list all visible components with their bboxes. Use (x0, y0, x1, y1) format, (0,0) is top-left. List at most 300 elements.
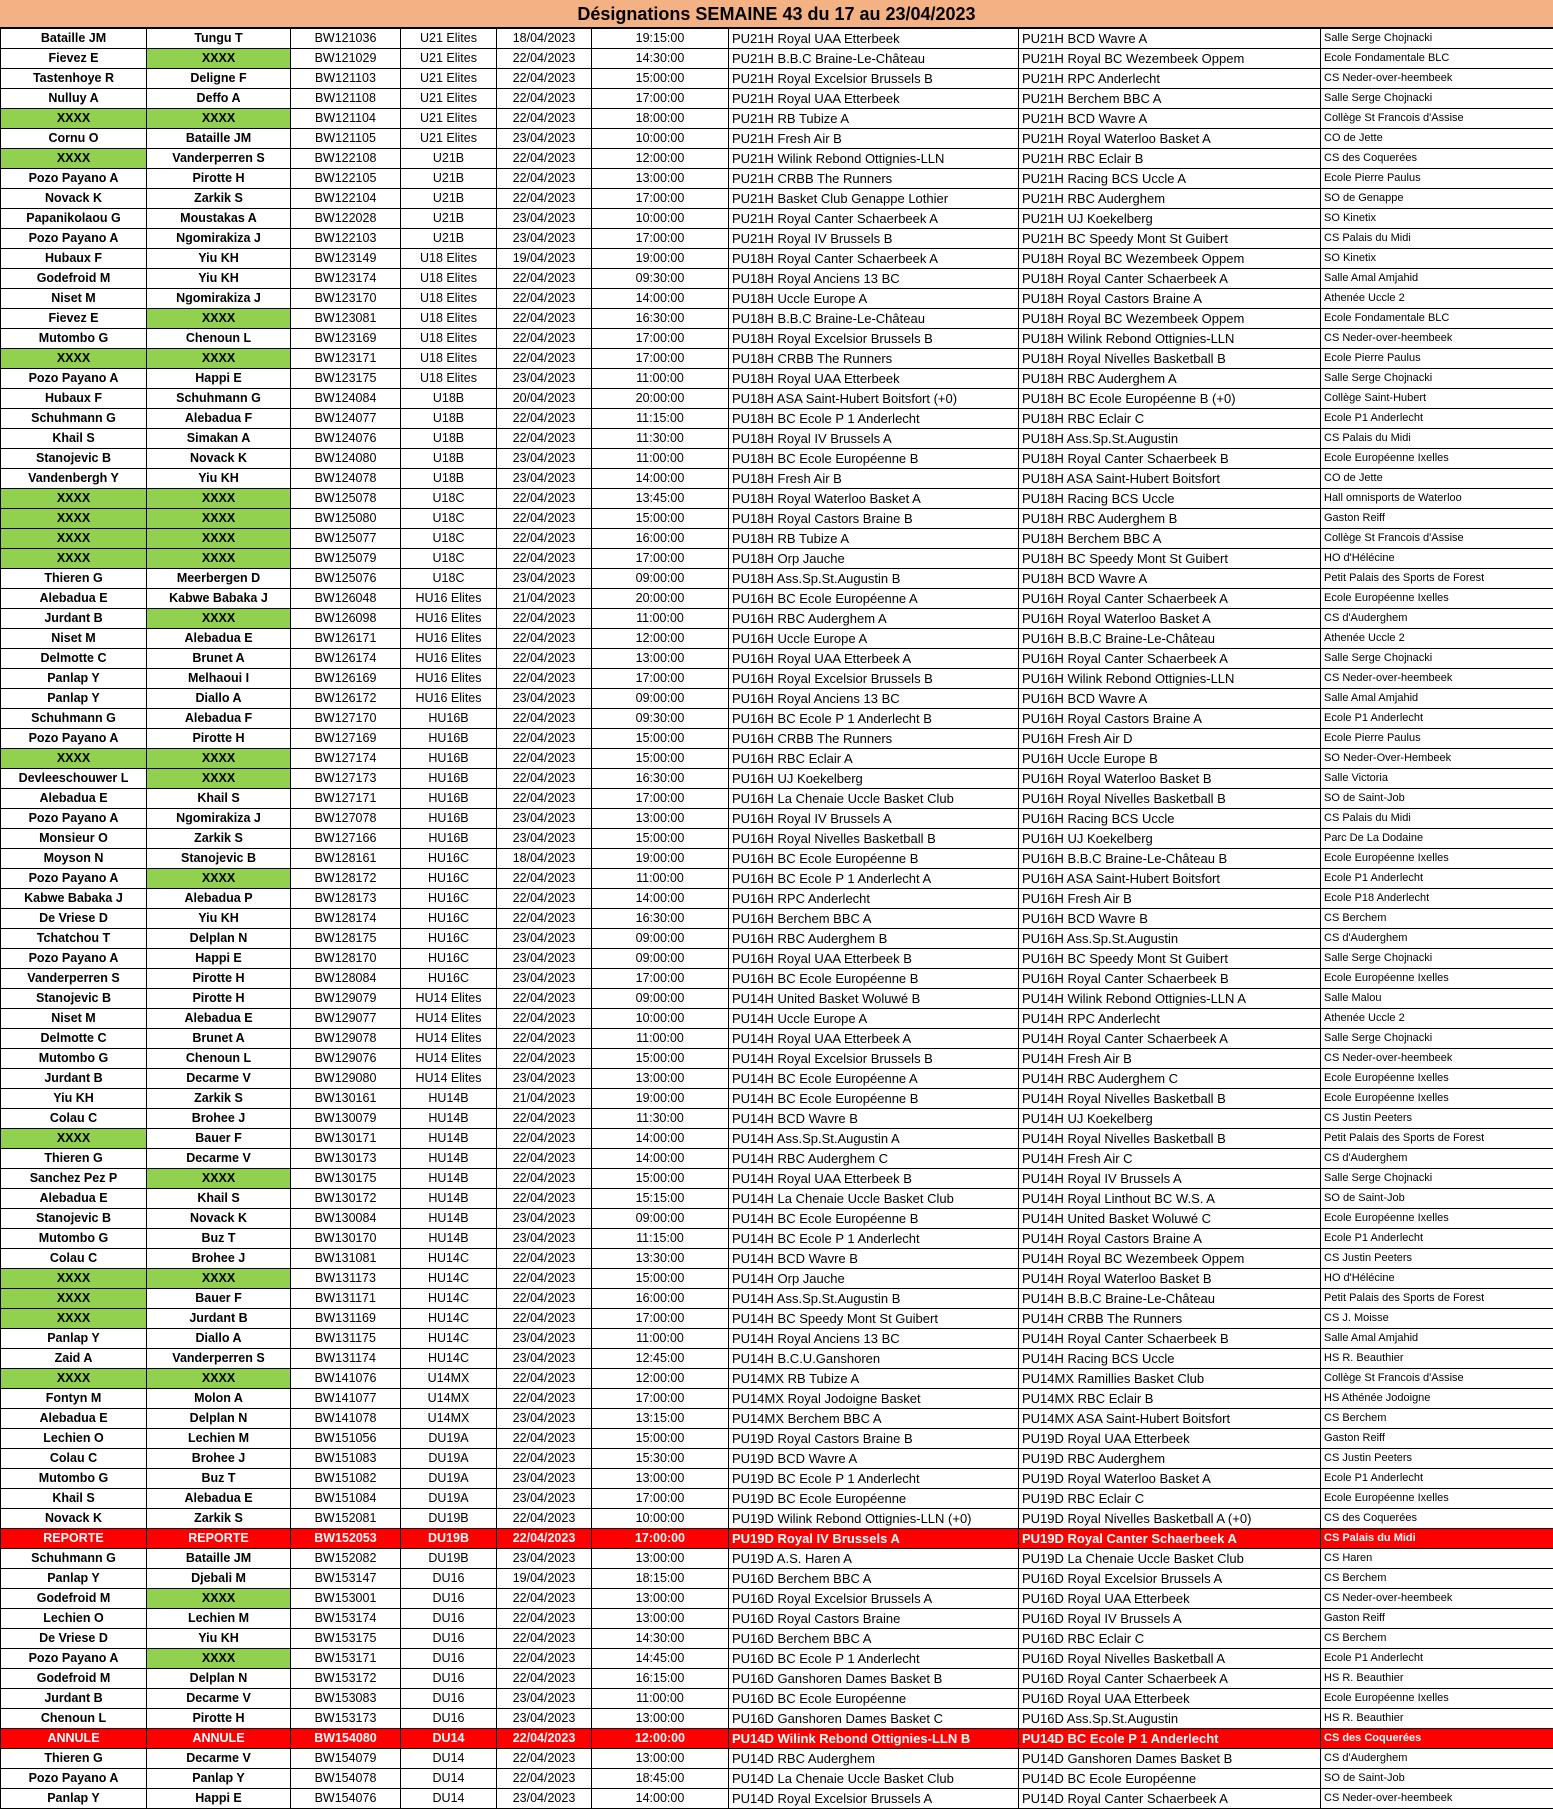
table-row (1, 1209, 1553, 1229)
match-code-cell: BW122028 (291, 209, 401, 229)
category-cell: U18 Elites (401, 289, 497, 309)
table-row (1, 1309, 1553, 1329)
away-team-cell: PU14H Royal BC Wezembeek Oppem (1019, 1249, 1321, 1269)
venue-cell: Petit Palais des Sports de Forest (1321, 1289, 1553, 1309)
away-team-cell: PU14MX Ramillies Basket Club (1019, 1369, 1321, 1389)
referee-2-cell: Brohee J (147, 1249, 291, 1269)
category-cell: U21B (401, 149, 497, 169)
referee-2-cell: Vanderperren S (147, 1349, 291, 1369)
away-team-cell: PU16H Royal Nivelles Basketball B (1019, 789, 1321, 809)
time-cell: 19:00:00 (592, 1089, 729, 1109)
time-cell: 15:00:00 (592, 1269, 729, 1289)
venue-cell: CS des Coquerées (1321, 149, 1553, 169)
away-team-cell: PU18H Royal BC Wezembeek Oppem (1019, 249, 1321, 269)
home-team-cell: PU16D BC Ecole Européenne (729, 1689, 1019, 1709)
date-cell: 19/04/2023 (497, 1569, 592, 1589)
away-team-cell: PU16D Ass.Sp.St.Augustin (1019, 1709, 1321, 1729)
referee-1-cell: Schuhmann G (1, 409, 147, 429)
away-team-cell: PU14D Ganshoren Dames Basket B (1019, 1749, 1321, 1769)
time-cell: 16:00:00 (592, 1289, 729, 1309)
home-team-cell: PU16D Ganshoren Dames Basket C (729, 1709, 1019, 1729)
category-cell: U21 Elites (401, 29, 497, 49)
time-cell: 14:00:00 (592, 1789, 729, 1809)
home-team-cell: PU19D Royal IV Brussels A (729, 1529, 1019, 1549)
table-row (1, 989, 1553, 1009)
referee-2-cell: XXXX (147, 549, 291, 569)
venue-cell: CS d'Auderghem (1321, 609, 1553, 629)
home-team-cell: PU18H Uccle Europe A (729, 289, 1019, 309)
table-row (1, 969, 1553, 989)
date-cell: 22/04/2023 (497, 1149, 592, 1169)
referee-1-cell: XXXX (1, 1129, 147, 1149)
venue-cell: CO de Jette (1321, 129, 1553, 149)
category-cell: DU16 (401, 1669, 497, 1689)
category-cell: U18 Elites (401, 269, 497, 289)
home-team-cell: PU14H Uccle Europe A (729, 1009, 1019, 1029)
venue-cell: HO d'Hélécine (1321, 549, 1553, 569)
category-cell: HU14C (401, 1349, 497, 1369)
referee-2-cell: Pirotte H (147, 989, 291, 1009)
time-cell: 09:00:00 (592, 689, 729, 709)
date-cell: 22/04/2023 (497, 1609, 592, 1629)
date-cell: 22/04/2023 (497, 269, 592, 289)
category-cell: HU14 Elites (401, 1029, 497, 1049)
time-cell: 15:00:00 (592, 1429, 729, 1449)
category-cell: U21 Elites (401, 69, 497, 89)
away-team-cell: PU18H Royal Castors Braine A (1019, 289, 1321, 309)
time-cell: 19:00:00 (592, 849, 729, 869)
venue-cell: Petit Palais des Sports de Forest (1321, 569, 1553, 589)
date-cell: 22/04/2023 (497, 789, 592, 809)
date-cell: 22/04/2023 (497, 509, 592, 529)
referee-1-cell: Vanderperren S (1, 969, 147, 989)
category-cell: DU19B (401, 1529, 497, 1549)
date-cell: 22/04/2023 (497, 1009, 592, 1029)
venue-cell: Athenée Uccle 2 (1321, 1009, 1553, 1029)
date-cell: 18/04/2023 (497, 29, 592, 49)
category-cell: HU16 Elites (401, 589, 497, 609)
venue-cell: Salle Serge Chojnacki (1321, 89, 1553, 109)
venue-cell: CS Justin Peeters (1321, 1109, 1553, 1129)
away-team-cell: PU16H Royal Canter Schaerbeek B (1019, 969, 1321, 989)
referee-2-cell: Happi E (147, 949, 291, 969)
table-row (1, 889, 1553, 909)
match-code-cell: BW128173 (291, 889, 401, 909)
date-cell: 23/04/2023 (497, 1689, 592, 1709)
time-cell: 13:00:00 (592, 1549, 729, 1569)
referee-1-cell: Pozo Payano A (1, 1649, 147, 1669)
referee-1-cell: XXXX (1, 1289, 147, 1309)
referee-1-cell: Alebadua E (1, 1189, 147, 1209)
table-row (1, 1449, 1553, 1469)
home-team-cell: PU14H BC Ecole Européenne B (729, 1209, 1019, 1229)
home-team-cell: PU14H B.C.U.Ganshoren (729, 1349, 1019, 1369)
venue-cell: Ecole Fondamentale BLC (1321, 49, 1553, 69)
match-code-cell: BW122103 (291, 229, 401, 249)
referee-1-cell: Schuhmann G (1, 709, 147, 729)
referee-1-cell: Thieren G (1, 1749, 147, 1769)
time-cell: 17:00:00 (592, 549, 729, 569)
time-cell: 09:00:00 (592, 1209, 729, 1229)
referee-1-cell: Niset M (1, 1009, 147, 1029)
table-row (1, 29, 1553, 49)
table-row (1, 1329, 1553, 1349)
referee-1-cell: De Vriese D (1, 909, 147, 929)
referee-2-cell: Buz T (147, 1469, 291, 1489)
table-row (1, 1549, 1553, 1569)
date-cell: 22/04/2023 (497, 729, 592, 749)
referee-1-cell: Panlap Y (1, 1329, 147, 1349)
venue-cell: Salle Serge Chojnacki (1321, 1029, 1553, 1049)
category-cell: HU16B (401, 769, 497, 789)
away-team-cell: PU16D Royal Canter Schaerbeek A (1019, 1669, 1321, 1689)
away-team-cell: PU18H Ass.Sp.St.Augustin (1019, 429, 1321, 449)
home-team-cell: PU19D BC Ecole Européenne (729, 1489, 1019, 1509)
time-cell: 15:00:00 (592, 749, 729, 769)
table-row (1, 1669, 1553, 1689)
venue-cell: Ecole Européenne Ixelles (1321, 1069, 1553, 1089)
referee-2-cell: Decarme V (147, 1689, 291, 1709)
match-code-cell: BW131169 (291, 1309, 401, 1329)
category-cell: HU16B (401, 749, 497, 769)
home-team-cell: PU16H Royal IV Brussels A (729, 809, 1019, 829)
referee-1-cell: Jurdant B (1, 609, 147, 629)
home-team-cell: PU21H Basket Club Genappe Lothier (729, 189, 1019, 209)
date-cell: 22/04/2023 (497, 409, 592, 429)
home-team-cell: PU14H BC Speedy Mont St Guibert (729, 1309, 1019, 1329)
away-team-cell: PU14H Fresh Air B (1019, 1049, 1321, 1069)
home-team-cell: PU18H Orp Jauche (729, 549, 1019, 569)
match-code-cell: BW153173 (291, 1709, 401, 1729)
table-row (1, 109, 1553, 129)
date-cell: 22/04/2023 (497, 289, 592, 309)
away-team-cell: PU18H Royal Nivelles Basketball B (1019, 349, 1321, 369)
away-team-cell: PU14H Fresh Air C (1019, 1149, 1321, 1169)
referee-1-cell: Lechien O (1, 1429, 147, 1449)
date-cell: 22/04/2023 (497, 649, 592, 669)
away-team-cell: PU16D Royal UAA Etterbeek (1019, 1689, 1321, 1709)
time-cell: 11:15:00 (592, 1229, 729, 1249)
match-code-cell: BW128084 (291, 969, 401, 989)
away-team-cell: PU14H Royal IV Brussels A (1019, 1169, 1321, 1189)
venue-cell: SO de Saint-Job (1321, 789, 1553, 809)
match-code-cell: BW152053 (291, 1529, 401, 1549)
time-cell: 09:00:00 (592, 929, 729, 949)
table-row (1, 69, 1553, 89)
date-cell: 22/04/2023 (497, 1109, 592, 1129)
table-row (1, 469, 1553, 489)
referee-1-cell: Delmotte C (1, 649, 147, 669)
referee-1-cell: XXXX (1, 1269, 147, 1289)
away-team-cell: PU21H BCD Wavre A (1019, 29, 1321, 49)
category-cell: U18B (401, 429, 497, 449)
match-code-cell: BW130084 (291, 1209, 401, 1229)
category-cell: HU14B (401, 1189, 497, 1209)
home-team-cell: PU18H Fresh Air B (729, 469, 1019, 489)
referee-1-cell: Pozo Payano A (1, 229, 147, 249)
category-cell: DU19A (401, 1429, 497, 1449)
referee-2-cell: XXXX (147, 1169, 291, 1189)
time-cell: 11:00:00 (592, 369, 729, 389)
table-row (1, 1089, 1553, 1109)
category-cell: HU14B (401, 1229, 497, 1249)
match-code-cell: BW127170 (291, 709, 401, 729)
time-cell: 14:00:00 (592, 889, 729, 909)
match-code-cell: BW130161 (291, 1089, 401, 1109)
referee-1-cell: Stanojevic B (1, 449, 147, 469)
table-row (1, 729, 1553, 749)
referee-2-cell: Meerbergen D (147, 569, 291, 589)
away-team-cell: PU14D Royal Canter Schaerbeek A (1019, 1789, 1321, 1809)
time-cell: 14:00:00 (592, 469, 729, 489)
away-team-cell: PU21H Royal Waterloo Basket A (1019, 129, 1321, 149)
referee-2-cell: Alebadua E (147, 1009, 291, 1029)
match-code-cell: BW151084 (291, 1489, 401, 1509)
home-team-cell: PU16H BC Ecole P 1 Anderlecht B (729, 709, 1019, 729)
venue-cell: CS Haren (1321, 1549, 1553, 1569)
venue-cell: Collège St Francois d'Assise (1321, 109, 1553, 129)
home-team-cell: PU14H RBC Auderghem C (729, 1149, 1019, 1169)
venue-cell: CS d'Auderghem (1321, 1749, 1553, 1769)
time-cell: 15:00:00 (592, 1169, 729, 1189)
home-team-cell: PU19D BCD Wavre A (729, 1449, 1019, 1469)
away-team-cell: PU19D RBC Eclair C (1019, 1489, 1321, 1509)
category-cell: HU14 Elites (401, 1049, 497, 1069)
match-code-cell: BW124084 (291, 389, 401, 409)
time-cell: 13:00:00 (592, 649, 729, 669)
venue-cell: Hall omnisports de Waterloo (1321, 489, 1553, 509)
date-cell: 22/04/2023 (497, 1429, 592, 1449)
time-cell: 10:00:00 (592, 129, 729, 149)
venue-cell: Ecole Européenne Ixelles (1321, 969, 1553, 989)
referee-2-cell: Yiu KH (147, 249, 291, 269)
venue-cell: Salle Serge Chojnacki (1321, 369, 1553, 389)
time-cell: 17:00:00 (592, 229, 729, 249)
home-team-cell: PU14D Wilink Rebond Ottignies-LLN B (729, 1729, 1019, 1749)
table-row (1, 1489, 1553, 1509)
referee-1-cell: XXXX (1, 489, 147, 509)
match-code-cell: BW154079 (291, 1749, 401, 1769)
match-code-cell: BW124077 (291, 409, 401, 429)
away-team-cell: PU19D Royal Waterloo Basket A (1019, 1469, 1321, 1489)
match-code-cell: BW151082 (291, 1469, 401, 1489)
match-code-cell: BW131173 (291, 1269, 401, 1289)
referee-1-cell: Delmotte C (1, 1029, 147, 1049)
referee-2-cell: Pirotte H (147, 969, 291, 989)
match-code-cell: BW126169 (291, 669, 401, 689)
referee-1-cell: Stanojevic B (1, 989, 147, 1009)
time-cell: 14:00:00 (592, 1129, 729, 1149)
venue-cell: SO de Genappe (1321, 189, 1553, 209)
date-cell: 22/04/2023 (497, 149, 592, 169)
date-cell: 21/04/2023 (497, 1089, 592, 1109)
match-code-cell: BW125080 (291, 509, 401, 529)
match-code-cell: BW130175 (291, 1169, 401, 1189)
referee-2-cell: Pirotte H (147, 169, 291, 189)
home-team-cell: PU21H Fresh Air B (729, 129, 1019, 149)
table-row (1, 1169, 1553, 1189)
home-team-cell: PU16H Uccle Europe A (729, 629, 1019, 649)
time-cell: 11:15:00 (592, 409, 729, 429)
referee-1-cell: Zaid A (1, 1349, 147, 1369)
time-cell: 19:00:00 (592, 249, 729, 269)
date-cell: 22/04/2023 (497, 709, 592, 729)
date-cell: 23/04/2023 (497, 469, 592, 489)
date-cell: 22/04/2023 (497, 1249, 592, 1269)
venue-cell: HS R. Beauthier (1321, 1709, 1553, 1729)
date-cell: 23/04/2023 (497, 1229, 592, 1249)
venue-cell: SO Neder-Over-Hembeek (1321, 749, 1553, 769)
date-cell: 23/04/2023 (497, 569, 592, 589)
venue-cell: CS Palais du Midi (1321, 809, 1553, 829)
match-code-cell: BW129079 (291, 989, 401, 1009)
match-code-cell: BW123175 (291, 369, 401, 389)
referee-2-cell: XXXX (147, 749, 291, 769)
category-cell: U21 Elites (401, 89, 497, 109)
referee-2-cell: Decarme V (147, 1149, 291, 1169)
referee-1-cell: Tastenhoye R (1, 69, 147, 89)
category-cell: HU16B (401, 829, 497, 849)
venue-cell: CS Neder-over-heembeek (1321, 1789, 1553, 1809)
table-row (1, 1249, 1553, 1269)
time-cell: 15:00:00 (592, 69, 729, 89)
referee-2-cell: Jurdant B (147, 1309, 291, 1329)
match-code-cell: BW122104 (291, 189, 401, 209)
venue-cell: Collège St Francois d'Assise (1321, 529, 1553, 549)
time-cell: 09:30:00 (592, 269, 729, 289)
date-cell: 22/04/2023 (497, 89, 592, 109)
away-team-cell: PU14H Royal Linthout BC W.S. A (1019, 1189, 1321, 1209)
venue-cell: Ecole Européenne Ixelles (1321, 589, 1553, 609)
match-code-cell: BW130173 (291, 1149, 401, 1169)
table-row (1, 1709, 1553, 1729)
time-cell: 12:00:00 (592, 1369, 729, 1389)
referee-2-cell: Decarme V (147, 1749, 291, 1769)
away-team-cell: PU21H RBC Auderghem (1019, 189, 1321, 209)
table-row (1, 1389, 1553, 1409)
referee-1-cell: Panlap Y (1, 1569, 147, 1589)
away-team-cell: PU14H Royal Canter Schaerbeek A (1019, 1029, 1321, 1049)
away-team-cell: PU14MX ASA Saint-Hubert Boitsfort (1019, 1409, 1321, 1429)
time-cell: 17:00:00 (592, 969, 729, 989)
referee-2-cell: Delplan N (147, 929, 291, 949)
match-code-cell: BW122108 (291, 149, 401, 169)
time-cell: 12:00:00 (592, 1729, 729, 1749)
away-team-cell: PU16H UJ Koekelberg (1019, 829, 1321, 849)
category-cell: U14MX (401, 1389, 497, 1409)
away-team-cell: PU21H Racing BCS Uccle A (1019, 169, 1321, 189)
venue-cell: Salle Serge Chojnacki (1321, 949, 1553, 969)
table-row (1, 269, 1553, 289)
time-cell: 10:00:00 (592, 1009, 729, 1029)
time-cell: 14:30:00 (592, 49, 729, 69)
home-team-cell: PU14H Ass.Sp.St.Augustin A (729, 1129, 1019, 1149)
match-code-cell: BW127166 (291, 829, 401, 849)
match-code-cell: BW153174 (291, 1609, 401, 1629)
away-team-cell: PU16H Royal Waterloo Basket B (1019, 769, 1321, 789)
time-cell: 16:30:00 (592, 309, 729, 329)
referee-2-cell: Lechien M (147, 1429, 291, 1449)
date-cell: 18/04/2023 (497, 849, 592, 869)
venue-cell: Salle Serge Chojnacki (1321, 1169, 1553, 1189)
category-cell: DU14 (401, 1749, 497, 1769)
table-row (1, 1189, 1553, 1209)
category-cell: HU14C (401, 1269, 497, 1289)
home-team-cell: PU14H BCD Wavre B (729, 1109, 1019, 1129)
date-cell: 22/04/2023 (497, 889, 592, 909)
venue-cell: CS des Coquerées (1321, 1729, 1553, 1749)
match-code-cell: BW127171 (291, 789, 401, 809)
away-team-cell: PU16D Royal Nivelles Basketball A (1019, 1649, 1321, 1669)
venue-cell: CS Neder-over-heembeek (1321, 669, 1553, 689)
home-team-cell: PU18H Royal Anciens 13 BC (729, 269, 1019, 289)
table-row (1, 549, 1553, 569)
venue-cell: HO d'Hélécine (1321, 1269, 1553, 1289)
table-row (1, 189, 1553, 209)
away-team-cell: PU18H BC Speedy Mont St Guibert (1019, 549, 1321, 569)
referee-1-cell: Mutombo G (1, 1469, 147, 1489)
category-cell: DU16 (401, 1649, 497, 1669)
match-code-cell: BW127173 (291, 769, 401, 789)
date-cell: 22/04/2023 (497, 1729, 592, 1749)
referee-1-cell: Novack K (1, 189, 147, 209)
home-team-cell: PU16H RPC Anderlecht (729, 889, 1019, 909)
table-row (1, 649, 1553, 669)
table-row (1, 1129, 1553, 1149)
match-code-cell: BW123149 (291, 249, 401, 269)
referee-2-cell: Happi E (147, 1789, 291, 1809)
table-row (1, 609, 1553, 629)
away-team-cell: PU19D RBC Auderghem (1019, 1449, 1321, 1469)
time-cell: 17:00:00 (592, 189, 729, 209)
home-team-cell: PU14H BCD Wavre B (729, 1249, 1019, 1269)
category-cell: U21 Elites (401, 109, 497, 129)
time-cell: 14:00:00 (592, 289, 729, 309)
date-cell: 23/04/2023 (497, 949, 592, 969)
home-team-cell: PU19D BC Ecole P 1 Anderlecht (729, 1469, 1019, 1489)
time-cell: 15:00:00 (592, 829, 729, 849)
match-code-cell: BW128172 (291, 869, 401, 889)
venue-cell: CS Justin Peeters (1321, 1449, 1553, 1469)
table-row (1, 789, 1553, 809)
venue-cell: CS J. Moisse (1321, 1309, 1553, 1329)
match-code-cell: BW131175 (291, 1329, 401, 1349)
date-cell: 23/04/2023 (497, 1489, 592, 1509)
away-team-cell: PU16H BCD Wavre B (1019, 909, 1321, 929)
table-row (1, 749, 1553, 769)
date-cell: 22/04/2023 (497, 1449, 592, 1469)
time-cell: 11:00:00 (592, 609, 729, 629)
referee-1-cell: Jurdant B (1, 1069, 147, 1089)
venue-cell: CS Neder-over-heembeek (1321, 1049, 1553, 1069)
table-row (1, 1049, 1553, 1069)
home-team-cell: PU21H Wilink Rebond Ottignies-LLN (729, 149, 1019, 169)
table-row (1, 589, 1553, 609)
referee-2-cell: Kabwe Babaka J (147, 589, 291, 609)
venue-cell: Ecole P18 Anderlecht (1321, 889, 1553, 909)
away-team-cell: PU14H UJ Koekelberg (1019, 1109, 1321, 1129)
referee-2-cell: XXXX (147, 529, 291, 549)
time-cell: 17:00:00 (592, 89, 729, 109)
away-team-cell: PU21H RPC Anderlecht (1019, 69, 1321, 89)
referee-1-cell: Alebadua E (1, 789, 147, 809)
referee-2-cell: REPORTE (147, 1529, 291, 1549)
venue-cell: Petit Palais des Sports de Forest (1321, 1129, 1553, 1149)
date-cell: 22/04/2023 (497, 869, 592, 889)
table-row (1, 89, 1553, 109)
referee-2-cell: XXXX (147, 309, 291, 329)
venue-cell: Ecole Européenne Ixelles (1321, 449, 1553, 469)
